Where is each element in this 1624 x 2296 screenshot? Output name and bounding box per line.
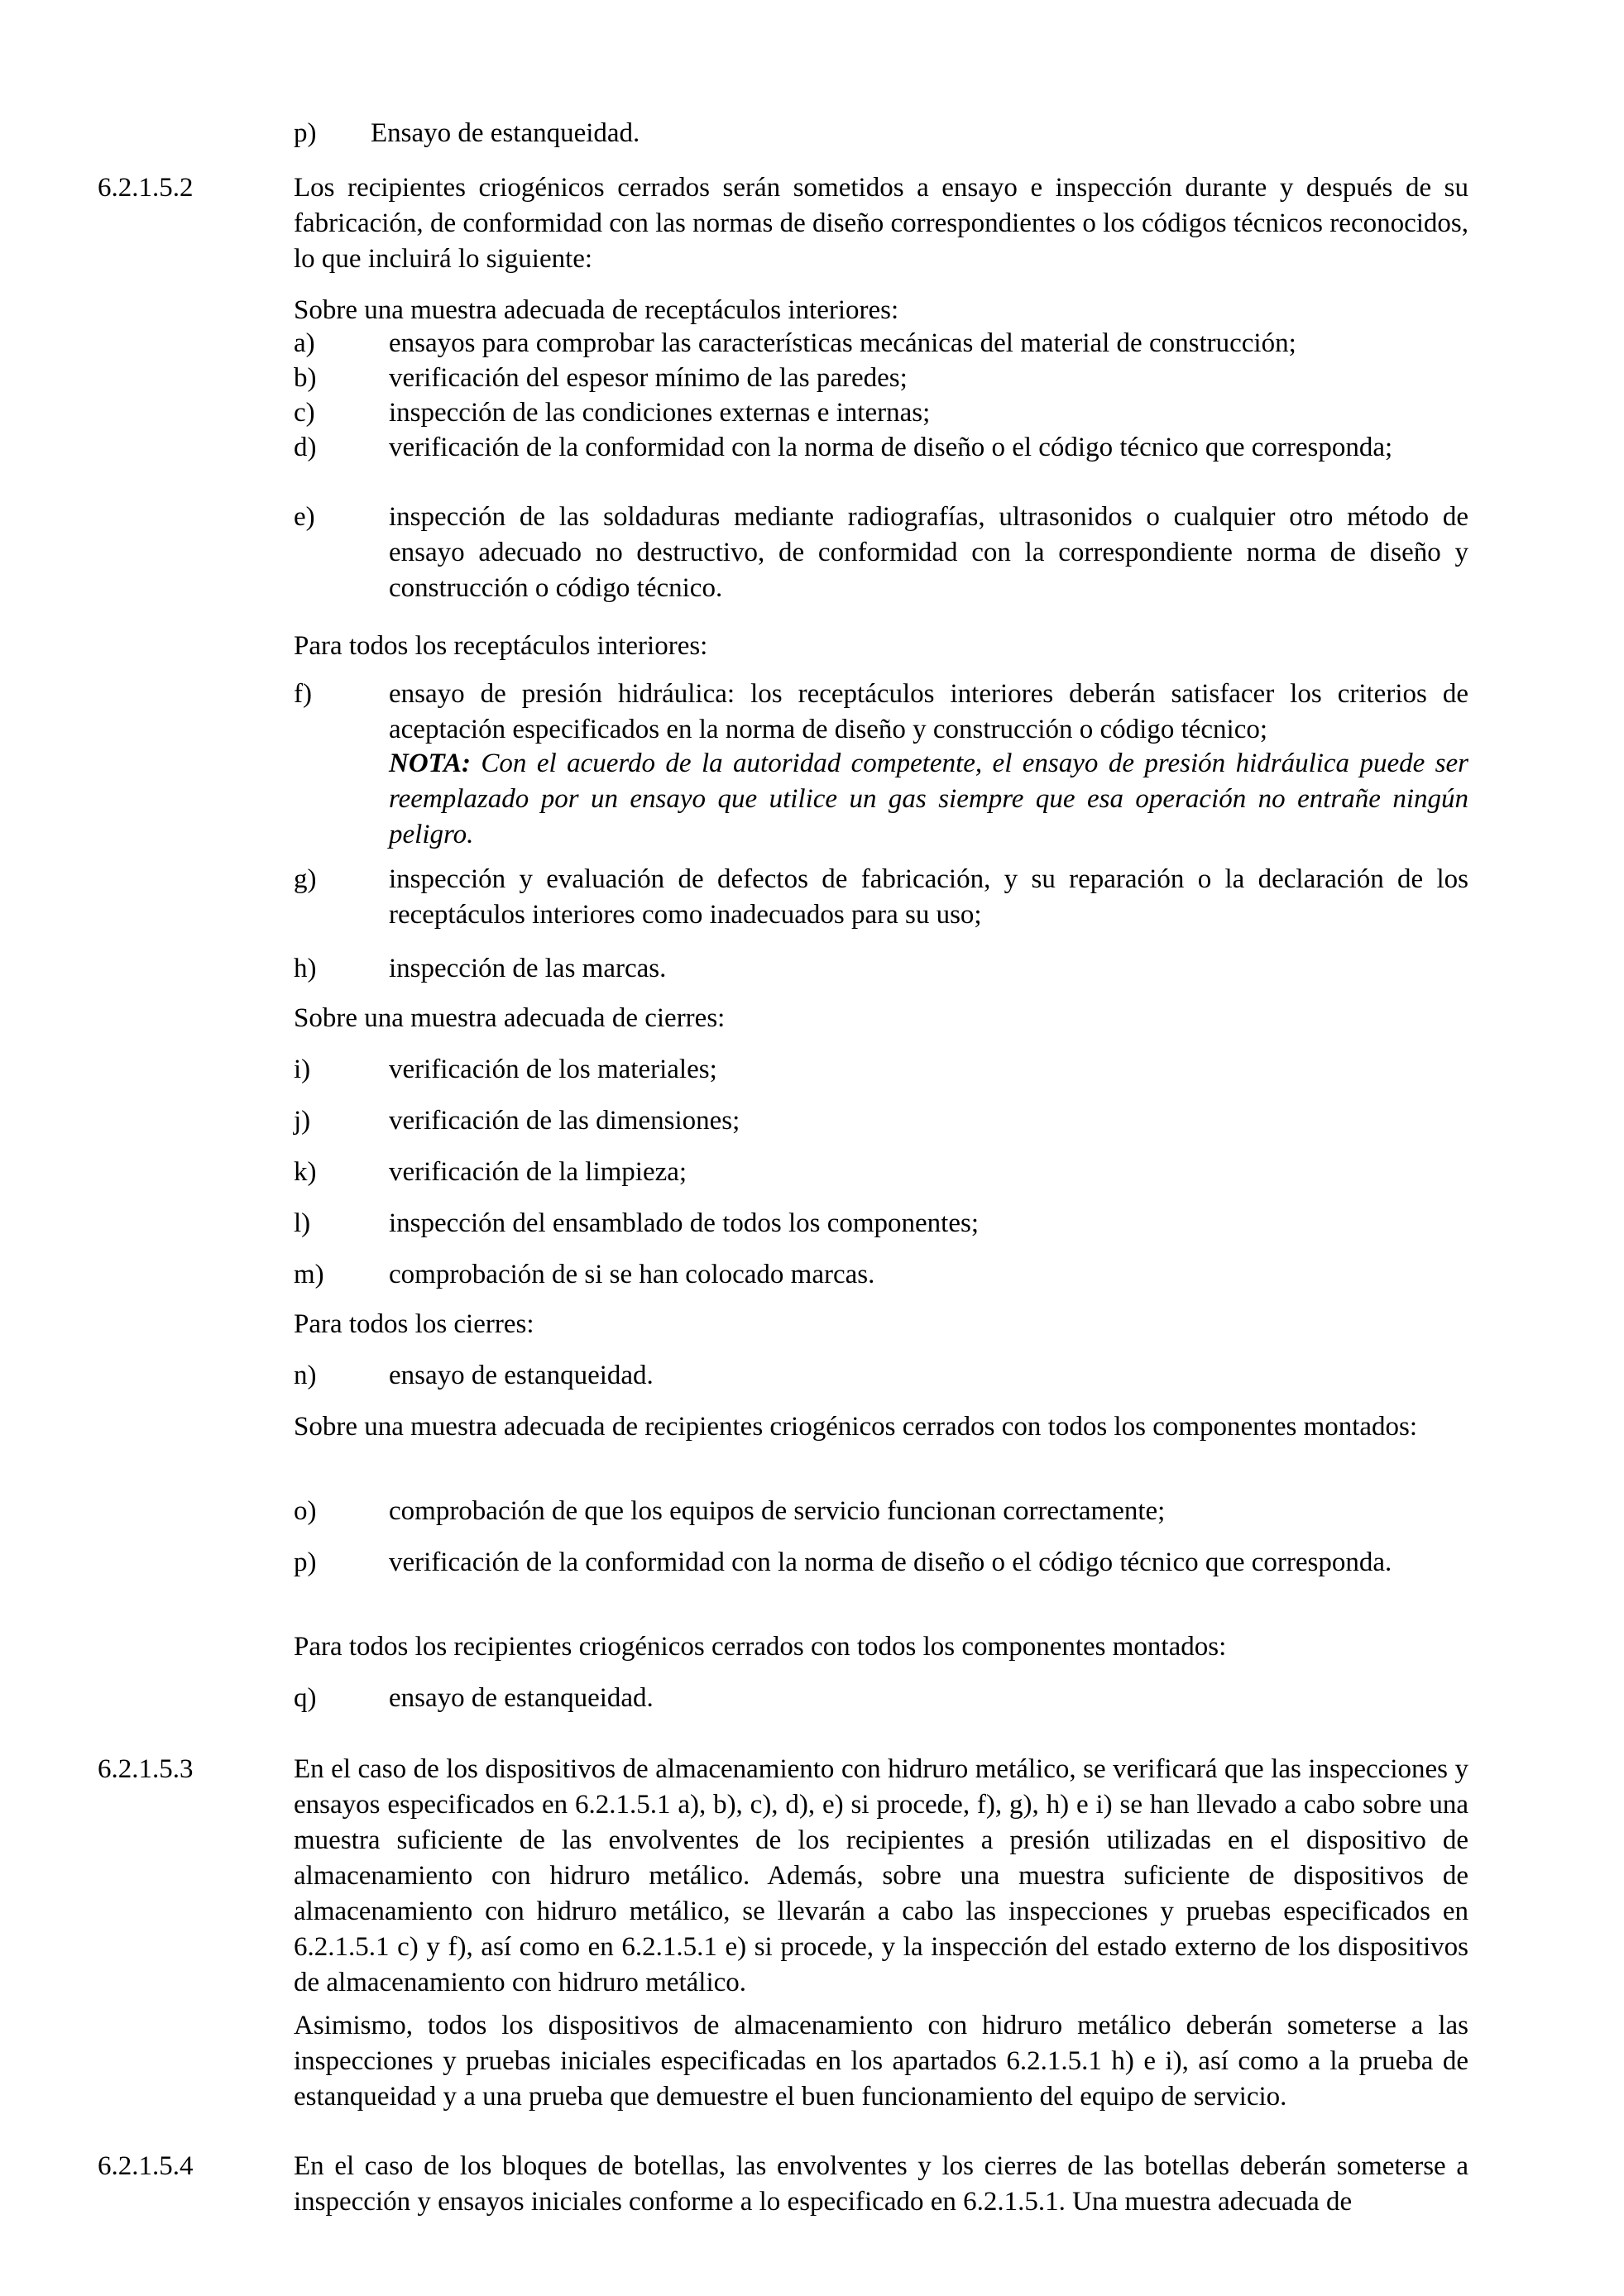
note-text: Con el acuerdo de la autoridad competente, el ensayo de presión hidráulica puede ser reemplazado por un ensayo que utilice un gas siempre que esa operación no entrañe ningún peligro.	[389, 749, 1469, 849]
subheading: Sobre una muestra adecuada de recipientes criogénicos cerrados con todos los componentes montados:	[294, 1412, 1418, 1442]
note	[389, 746, 1468, 853]
list-label: n)	[294, 1361, 317, 1390]
list-item-text: ensayo de estanqueidad.	[389, 1683, 654, 1713]
subheading: Para todos los recipientes criogénicos cerrados con todos los componentes montados:	[294, 1632, 1227, 1662]
list-item-text: verificación de la conformidad con la norma de diseño o el código técnico que corresponda;	[389, 433, 1393, 462]
section-number: 6.2.1.5.2	[98, 173, 194, 203]
list-label: q)	[294, 1683, 317, 1713]
subheading: Sobre una muestra adecuada de cierres:	[294, 1003, 726, 1033]
list-label: o)	[294, 1496, 317, 1526]
list-item-text: inspección de las condiciones externas e internas;	[389, 398, 931, 428]
list-item-text: verificación de las dimensiones;	[389, 1106, 740, 1136]
list-label: j)	[294, 1106, 311, 1136]
list-label: h)	[294, 954, 317, 983]
subheading: Para todos los cierres:	[294, 1309, 534, 1339]
list-label: e)	[294, 502, 315, 532]
note-label: NOTA:	[389, 749, 471, 778]
section-number: 6.2.1.5.4	[98, 2151, 194, 2181]
list-item-text: comprobación de si se han colocado marcas.	[389, 1260, 875, 1289]
list-item-text: ensayo de presión hidráulica: los receptáculos interiores deberán satisfacer los criterios de aceptación especificados en la norma de diseño y construcción o código técnico;	[389, 679, 1468, 744]
paragraph: En el caso de los dispositivos de almacenamiento con hidruro metálico, se verificará que las inspecciones y ensayos especificados en 6.2.1.5.1 a), b), c), d), e) si procede, f), g), h) e i) se han llevado a cabo sobre una muestra suficiente de las envolventes de los recipientes a presión utilizadas en el dispositivo de almacenamiento con hidruro metálico. Además, sobre una muestra suficiente de dispositivos de almacenamiento con hidruro metálico, se llevarán a cabo las inspecciones y pruebas especificados en 6.2.1.5.1 c) y f), así como en 6.2.1.5.1 e) si procede, y la inspección del estado externo de los dispositivos de almacenamiento con hidruro metálico.	[294, 1754, 1468, 1997]
subheading: Para todos los receptáculos interiores:	[294, 631, 708, 661]
list-item-text: inspección y evaluación de defectos de fabricación, y su reparación o la declaración de los receptáculos interiores como inadecuados para su uso;	[389, 864, 1468, 930]
list-item-text: inspección de las marcas.	[389, 954, 667, 983]
list-item-text: verificación de la conformidad con la norma de diseño o el código técnico que corresponda.	[389, 1547, 1392, 1577]
list-label: k)	[294, 1157, 317, 1187]
section-intro: Los recipientes criogénicos cerrados serán sometidos a ensayo e inspección durante y después de su fabricación, de conformidad con las normas de diseño correspondientes o los códigos técnicos reconocidos, lo que incluirá lo siguiente:	[294, 173, 1468, 274]
list-label: f)	[294, 679, 312, 709]
list-item-text: verificación del espesor mínimo de las paredes;	[389, 363, 908, 393]
list-item-text: ensayo de estanqueidad.	[389, 1361, 654, 1390]
list-label: i)	[294, 1055, 311, 1084]
list-item-text: inspección del ensamblado de todos los componentes;	[389, 1208, 980, 1238]
paragraph: En el caso de los bloques de botellas, las envolventes y los cierres de las botellas deberán someterse a inspección y ensayos iniciales conforme a lo especificado en 6.2.1.5.1. Una muestra adecuada de	[294, 2151, 1468, 2217]
list-label: p)	[294, 118, 317, 148]
list-item-text: verificación de la limpieza;	[389, 1157, 687, 1187]
list-item-text: verificación de los materiales;	[389, 1055, 717, 1084]
list-label: c)	[294, 398, 315, 428]
list-label: b)	[294, 363, 317, 393]
list-label: p)	[294, 1547, 317, 1577]
list-label: a)	[294, 328, 315, 358]
list-item-text: Ensayo de estanqueidad.	[371, 118, 640, 148]
list-item-text: inspección de las soldaduras mediante radiografías, ultrasonidos o cualquier otro método de ensayo adecuado no destructivo, de conformidad con la correspondiente norma de diseño y construcción o código técnico.	[389, 502, 1468, 603]
list-label: m)	[294, 1260, 324, 1289]
list-item-text: comprobación de que los equipos de servicio funcionan correctamente;	[389, 1496, 1166, 1526]
list-label: g)	[294, 864, 317, 894]
list-item-text: ensayos para comprobar las características mecánicas del material de construcción;	[389, 328, 1296, 358]
section-number: 6.2.1.5.3	[98, 1754, 194, 1784]
list-label: d)	[294, 433, 317, 462]
subheading: Sobre una muestra adecuada de receptáculos interiores:	[294, 295, 899, 325]
list-label: l)	[294, 1208, 311, 1238]
paragraph: Asimismo, todos los dispositivos de almacenamiento con hidruro metálico deberán someterse a las inspecciones y pruebas iniciales especificadas en los apartados 6.2.1.5.1 h) e i), así como a la prueba de estanqueidad y a una prueba que demuestre el buen funcionamiento del equipo de servicio.	[294, 2011, 1468, 2112]
